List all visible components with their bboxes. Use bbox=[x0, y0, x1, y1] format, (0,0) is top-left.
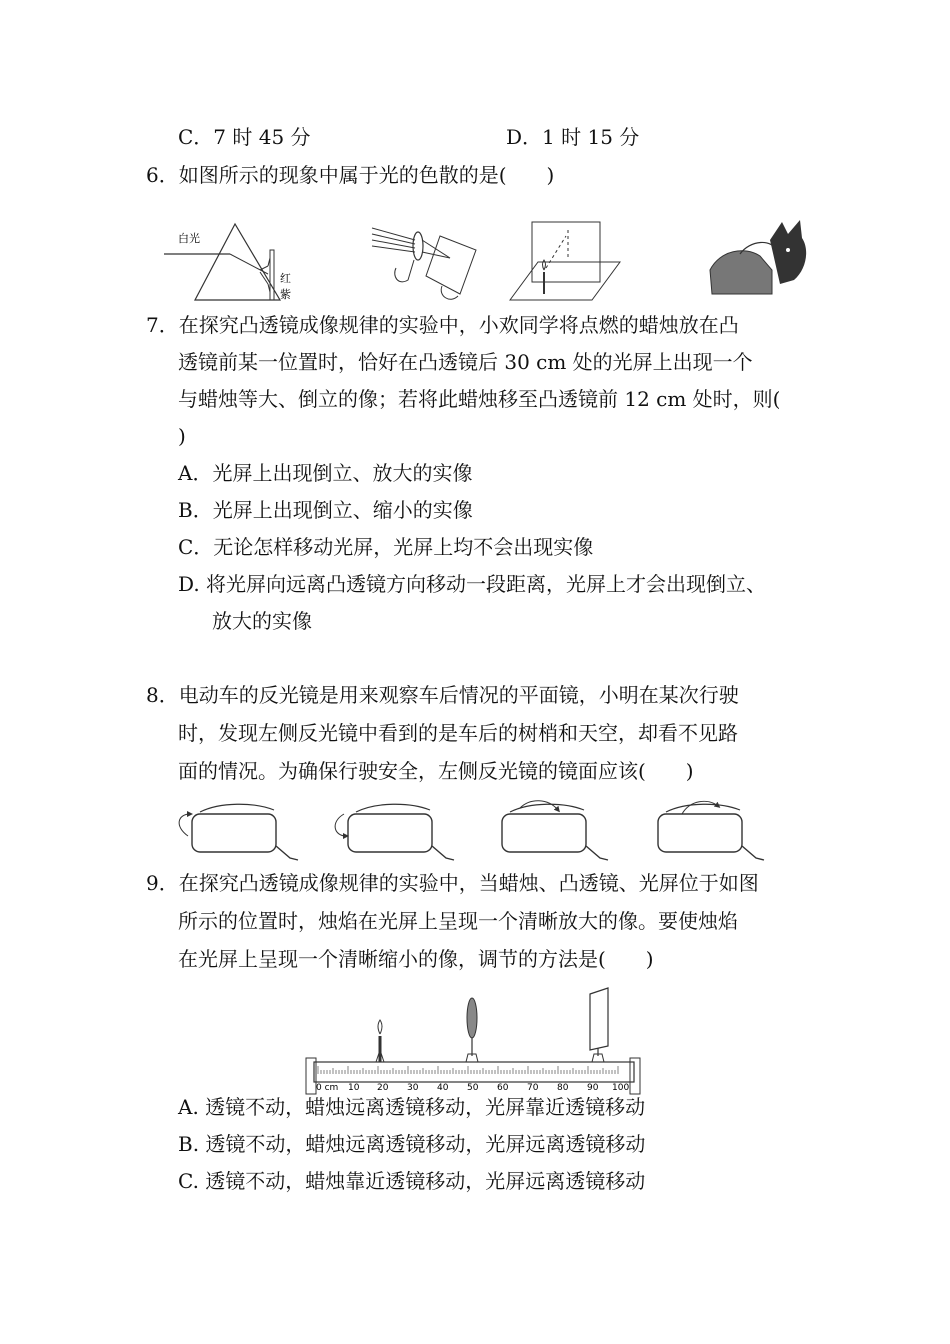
q8-mirror-option-a bbox=[179, 804, 298, 860]
ruler-label: 50 bbox=[467, 1083, 479, 1093]
q7-option-c: C．无论怎样移动光屏，光屏上均不会出现实像 bbox=[178, 535, 594, 559]
q8-stem-line1: 8．电动车的反光镜是用来观察车后情况的平面镜，小明在某次行驶 bbox=[146, 683, 739, 707]
q6-figure-b-magnifier bbox=[372, 228, 476, 299]
q6-figure-d-hand-shadow bbox=[710, 220, 806, 294]
q9-option-c: C. 透镜不动，蜡烛靠近透镜移动，光屏远离透镜移动 bbox=[178, 1169, 646, 1193]
q6-figure-c-plane-mirror bbox=[510, 222, 620, 300]
ruler-label: 10 bbox=[348, 1083, 360, 1093]
candle bbox=[376, 1020, 384, 1062]
ruler-label: 30 bbox=[407, 1083, 419, 1093]
q7-option-a: A．光屏上出现倒立、放大的实像 bbox=[178, 461, 473, 485]
q6-stem: 6．如图所示的现象中属于光的色散的是( ) bbox=[146, 163, 555, 187]
q7-option-d-line2: 放大的实像 bbox=[212, 609, 312, 633]
q5-option-c: C．7 时 45 分 bbox=[178, 125, 311, 149]
q9-stem-line2: 所示的位置时，烛焰在光屏上呈现一个清晰放大的像。要使烛焰 bbox=[178, 909, 738, 933]
ruler-ticks bbox=[318, 1066, 618, 1074]
ruler-labels bbox=[316, 1083, 629, 1093]
white-light-label: 白光 bbox=[178, 232, 200, 245]
q9-optical-bench bbox=[300, 984, 650, 1096]
q8-stem-line3: 面的情况。为确保行驶安全，左侧反光镜的镜面应该( ) bbox=[178, 759, 694, 783]
ruler-label: 20 bbox=[377, 1083, 389, 1093]
q8-mirror-option-c bbox=[502, 801, 608, 860]
q6-figure-a-prism bbox=[164, 224, 291, 301]
q8-mirror-option-b bbox=[335, 804, 454, 860]
red-label: 红 bbox=[280, 272, 291, 285]
q7-option-b: B．光屏上出现倒立、缩小的实像 bbox=[178, 498, 473, 522]
q8-mirror-figures bbox=[170, 796, 790, 868]
q7-stem-line2: 透镜前某一位置时，恰好在凸透镜后 30 cm 处的光屏上出现一个 bbox=[178, 350, 753, 374]
q9-stem-line1: 9．在探究凸透镜成像规律的实验中，当蜡烛、凸透镜、光屏位于如图 bbox=[146, 871, 759, 895]
ruler-label: 100 bbox=[612, 1083, 630, 1093]
ruler-label: 80 bbox=[557, 1083, 569, 1093]
q6-figures bbox=[160, 210, 820, 310]
convex-lens bbox=[466, 998, 478, 1062]
ruler-label: 0 cm bbox=[316, 1083, 339, 1093]
q7-option-d-line1: D. 将光屏向远离凸透镜方向移动一段距离，光屏上才会出现倒立、 bbox=[178, 572, 767, 596]
q5-option-d: D．1 时 15 分 bbox=[506, 125, 640, 149]
q9-option-a: A. 透镜不动，蜡烛远离透镜移动，光屏靠近透镜移动 bbox=[178, 1095, 646, 1119]
q8-mirror-option-d bbox=[658, 801, 764, 860]
q7-stem-line4: ) bbox=[178, 424, 186, 448]
q7-stem-line3: 与蜡烛等大、倒立的像；若将此蜡烛移至凸透镜前 12 cm 处时，则( bbox=[178, 387, 781, 411]
violet-label: 紫 bbox=[280, 288, 291, 301]
light-screen bbox=[590, 988, 608, 1062]
q8-stem-line2: 时，发现左侧反光镜中看到的是车后的树梢和天空，却看不见路 bbox=[178, 721, 738, 745]
q9-option-b: B. 透镜不动，蜡烛远离透镜移动，光屏远离透镜移动 bbox=[178, 1132, 646, 1156]
ruler-label: 90 bbox=[587, 1083, 599, 1093]
ruler-label: 60 bbox=[497, 1083, 509, 1093]
ruler-label: 70 bbox=[527, 1083, 539, 1093]
ruler-label: 40 bbox=[437, 1083, 449, 1093]
q9-stem-line3: 在光屏上呈现一个清晰缩小的像，调节的方法是( ) bbox=[178, 947, 654, 971]
q7-stem-line1: 7．在探究凸透镜成像规律的实验中，小欢同学将点燃的蜡烛放在凸 bbox=[146, 313, 739, 337]
